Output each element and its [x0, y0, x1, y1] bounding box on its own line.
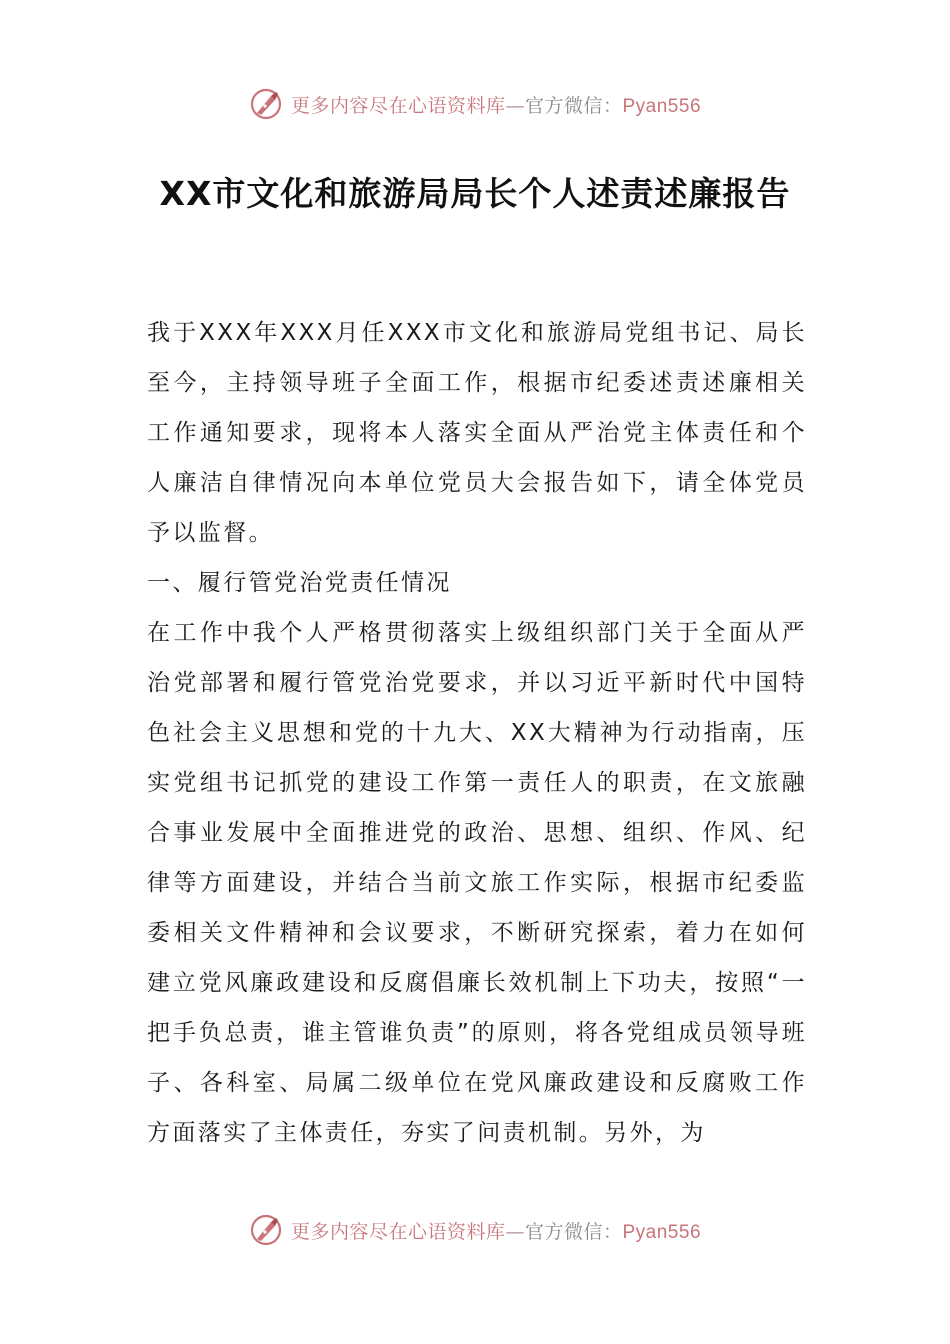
watermark-text: [291, 1217, 701, 1244]
watermark-text: [291, 91, 701, 118]
watermark-banner-top: [0, 82, 950, 126]
watermark-site-text: 更多内容尽在心语资料库: [290, 94, 506, 117]
pen-nib-seal-icon: [249, 1213, 283, 1247]
section-heading: 一、履行管党治党责任情况: [147, 570, 452, 596]
watermark-site-text: 更多内容尽在心语资料库: [290, 1220, 506, 1243]
watermark-dash: —: [505, 1220, 525, 1243]
document-title: XX市文化和旅游局局长个人述责述廉报告: [159, 174, 791, 213]
document-body: [147, 308, 807, 1158]
body-paragraph: 在工作中我个人严格贯彻落实上级组织部门关于全面从严治党部署和履行管党治党要求，并以习近平新时代中国特色社会主义思想和党的十九大、XX大精神为行动指南，压实党组书记抓党的建设工作第一责任人的职责，在文旅融合事业发展中全面推进党的政治、思想、组织、作风、纪律等方面建设，并结合当前文旅工作实际，根据市纪委监委相关文件精神和会议要求，不断研究探索，着力在如何建立党风廉政建设和反腐倡廉长效机制上下功夫，按照“一把手负总责，谁主管谁负责”的原则，将各党组成员领导班子、各科室、局属二级单位在党风廉政建设和反腐败工作方面落实了主体责任，夯实了问责机制。另外，为: [147, 620, 807, 1146]
watermark-wechat-label: 官方微信：: [524, 94, 623, 117]
watermark-account: Pyan556: [622, 95, 702, 117]
watermark-banner-bottom: [0, 1208, 950, 1252]
watermark-account: Pyan556: [622, 1221, 702, 1243]
intro-paragraph: 我于XXX年XXX月任XXX市文化和旅游局党组书记、局长至今，主持领导班子全面工作，根据市纪委述责述廉相关工作通知要求，现将本人落实全面从严治党主体责任和个人廉洁自律情况向本单位党员大会报告如下，请全体党员予以监督。: [147, 320, 807, 546]
pen-nib-seal-icon: [249, 87, 283, 121]
watermark-dash: —: [505, 94, 525, 117]
watermark-wechat-label: 官方微信：: [524, 1220, 623, 1243]
